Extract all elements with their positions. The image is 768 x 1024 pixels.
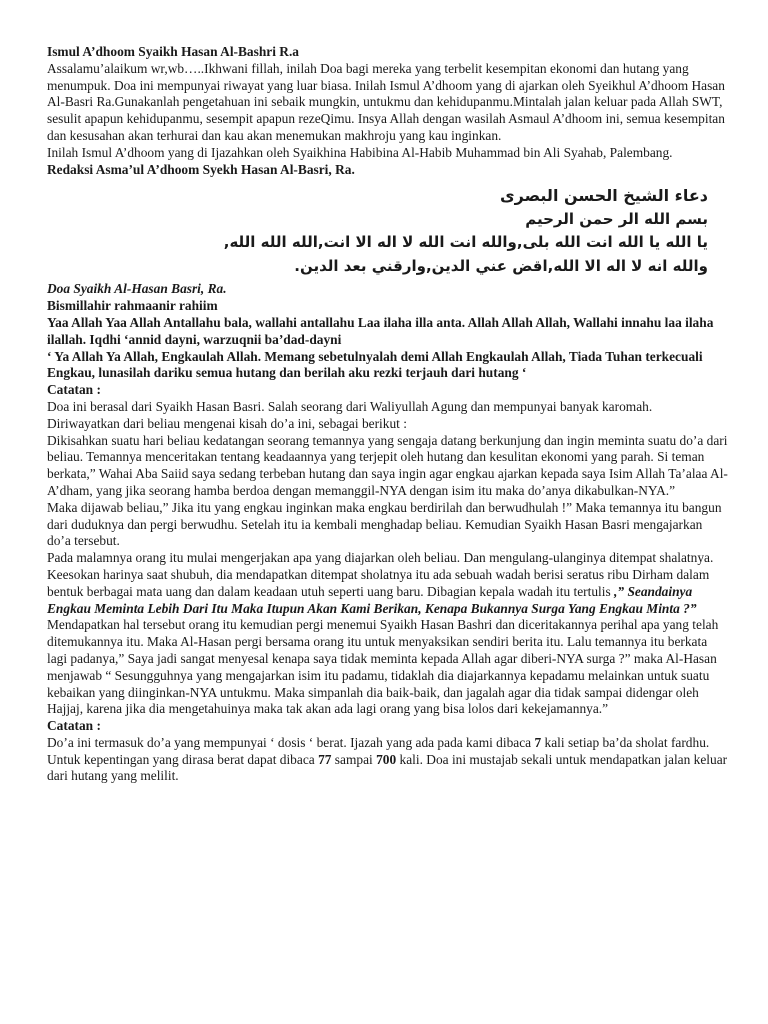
note-text-1: Do’a ini termasuk do’a yang mempunyai ‘ dosis ‘ berat. Ijazah yang ada pada kami dibaca [47,734,535,750]
dose-count-7: 7 [534,734,542,750]
document-title: Ismul A’dhoom Syaikh Hasan Al-Bashri R.a [47,44,300,59]
story-paragraph-5: Mendapatkan hal tersebut orang itu kemudian pergi menemui Syaikh Hasan Bashri dan diceritakannya perihal apa yang telah ditemukannya itu. Maka Al-Hasan pergi bersama orang itu untuk menyaksikan sendiri berita itu. Lalu temannya itu berkata lagi padanya,” Saya jadi sangat menyesal kenapa saya tidak meminta kepada Allah agar diberi-NYA surga ?” maka Al-Hasan menjawab “ Sesungguhnya yang mengajarkan isim itu padamu, tidaklah dia diajarkannya kepadamu melainkan untuk suatu kebaikan yang diinginkan-NYA untukmu. Maka simpanlah dia baik-baik, dan jagalah agar dia tidak sampai didengar oleh Hajjaj, karena jika dia mengetahuinya maka tak akan ada lagi orang yang bisa lolos dari kekejamannya.” [47,617,719,717]
note-text-2: kali setiap ba’da sholat fardhu. Untuk kepentingan yang dirasa berat dapat dibaca [47,734,710,767]
arabic-basmalah: بسم الله الر حمن الرحيم [525,209,708,228]
dose-count-77: 77 [318,751,332,767]
story-paragraph-3: Maka dijawab beliau,” Jika itu yang engkau inginkan maka engkau berdirilah dan berwudhulah !” Maka temannya itu bangun dari duduknya dan pergi berwudhu. Setelah itu ia kembali menghadap beliau. Kemudian Syaikh Hasan Basri mengajarkan do’a tersebut. [47,499,722,549]
arabic-doa-line-2: والله انه لا اله الا الله,اقض عني الدين,وارقني بعد الدين. [294,256,708,275]
note-text-3: sampai [331,751,377,767]
redaksi-heading: Redaksi Asma’ul A’dhoom Syekh Hasan Al-Basri, Ra. [47,161,355,177]
catatan-heading-1: Catatan : [47,382,101,398]
doa-transliteration: Yaa Allah Yaa Allah Antallahu bala, wallahi antallahu Laa ilaha illa anta. Allah Allah Allah, Wallahi innahu laa ilaha ilallah. Iqdhi ‘annid dayni, warzuqnii ba’dad-dayni [47,314,714,347]
story-paragraph-1: Doa ini berasal dari Syaikh Hasan Basri. Salah seorang dari Waliyullah Agung dan mempunyai banyak karomah. Diriwayatkan dari beliau mengenai kisah do’a ini, sebagai berikut : [47,398,653,431]
doa-heading: Doa Syaikh Al-Hasan Basri, Ra. [47,281,227,297]
story-paragraph-4 [47,550,728,617]
wadah-inscription-quote: ,” Seandainya Engkau Meminta Lebih Dari Itu Maka Itupun Akan Kami Berikan, Kenapa Bukannya Surga Yang Engkau Minta ?” [47,583,697,616]
arabic-title: دعاء الشيخ الحسن البصرى [500,186,708,206]
doa-translation: ‘ Ya Allah Ya Allah, Engkaulah Allah. Memang sebetulnyalah demi Allah Engkaulah Allah, Tiada Tuhan terkecuali Engkau, lunasilah dariku semua hutang dan berilah aku rezki terjauh dari hutang ‘ [47,348,703,381]
ijazah-paragraph: Inilah Ismul A’dhoom yang di Ijazahkan oleh Syaikhina Habibina Al-Habib Muhammad bin Ali Syahab, Palembang. [47,144,673,160]
bismillah-latin: Bismillahir rahmaanir rahiim [47,298,218,314]
note-text-4: kali. Doa ini mustajab sekali untuk mendapatkan jalan keluar dari hutang yang melilit. [47,751,728,784]
dosage-note [47,735,728,785]
intro-paragraph: Assalamu’alaikum wr,wb…..Ikhwani fillah, inilah Doa bagi mereka yang terbelit kesempitan ekonomi dan hutang yang menumpuk. Doa ini mempunyai riwayat yang luar biasa. Inilah Ismul A’dhoom yang di ajarkan oleh Syeikhul A’dhoom Hasan Al-Basri Ra.Gunakanlah pengetahuan ini sebaik mungkin, untukmu dan kehidupanmu.Mintalah jalan keluar pada Allah SWT, sesulit apapun kehidupanmu, sesempit apapun rezeQimu. Insya Allah dengan wasilah Asmaul A’dhoom ini, semua kesempitan dan kesusahan akan terhurai dan kau akan menemukan makhroju yang kau inginkan. [47,60,725,143]
dose-count-700: 700 [376,751,397,767]
story-paragraph-4-text: Pada malamnya orang itu mulai mengerjakan apa yang diajarkan oleh beliau. Dan mengulang-ulanginya ditempat shalatnya. Keesokan harinya saat shubuh, dia mendapatkan ditempat sholatnya itu ada sebuah wadah berisi seratus ribu Dirham dalam bentuk berbagai mata uang dan dalam keadaan utuh seperti uang baru. Dibagian kepala wadah itu tertulis [47,550,714,599]
arabic-doa-line-1: يا الله يا الله انت الله بلى,والله انت الله لا اله الا انت,الله الله الله, [223,233,708,252]
story-paragraph-2: Dikisahkan suatu hari beliau kedatangan seorang temannya yang sengaja datang berkunjung dan ingin meminta suatu do’a dari beliau. Temannya menceritakan tentang keadaannya yang terjepit oleh hutang dan kesulitan ekonomi yang parah. Si teman berkata,” Wahai Aba Saiid saya sedang terbeban hutang dan saya ingin agar engkau ajarkan kepada saya Isim Allah Ta’alaa Al-A’dham, yang jika seorang hamba berdoa dengan memanggil-NYA dengan isim itu maka do’anya dikabulkan-NYA.” [47,432,728,498]
catatan-heading-2: Catatan : [47,718,101,734]
